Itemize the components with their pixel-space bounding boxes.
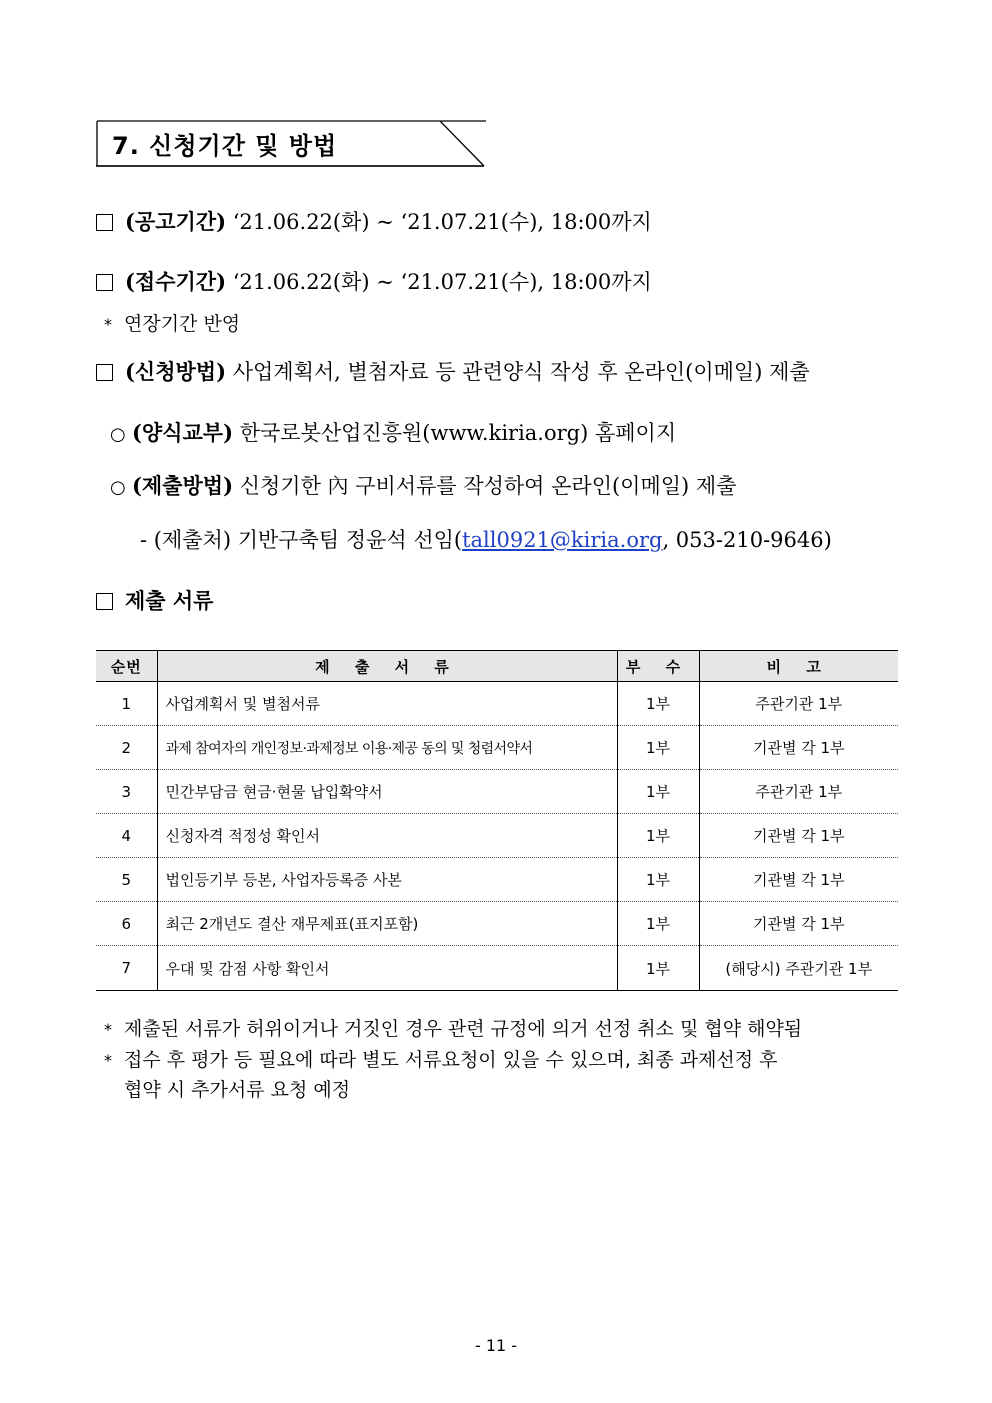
receipt-period-label: (접수기간) xyxy=(125,269,227,294)
contact-prefix: - (제출처) 기반구축팀 정윤석 선임( xyxy=(140,528,463,552)
row-note: 기관별 각 1부 xyxy=(699,814,898,858)
header-note: 비 고 xyxy=(699,651,898,682)
submit-label: (제출방법) xyxy=(132,473,234,498)
docs-title-line xyxy=(96,585,213,615)
docs-note-2 xyxy=(104,1045,778,1072)
row-name: 민간부담금 현금·현물 납입확약서 xyxy=(157,770,617,814)
row-count: 1부 xyxy=(617,902,699,946)
row-name: 사업계획서 및 별첨서류 xyxy=(157,682,617,726)
method-text: 사업계획서, 별첨자료 등 관련양식 작성 후 온라인(이메일) 제출 xyxy=(232,360,810,384)
form-label: (양식교부) xyxy=(132,420,234,445)
row-count: 1부 xyxy=(617,726,699,770)
extension-note-text: 연장기간 반영 xyxy=(124,313,241,335)
row-note: 주관기관 1부 xyxy=(699,682,898,726)
row-note: 기관별 각 1부 xyxy=(699,902,898,946)
receipt-period-line xyxy=(96,266,652,296)
row-name: 법인등기부 등본, 사업자등록증 사본 xyxy=(157,858,617,902)
asterisk-icon: * xyxy=(104,1020,112,1039)
header-name: 제 출 서 류 xyxy=(157,651,617,682)
row-no: 1 xyxy=(96,682,157,726)
row-count: 1부 xyxy=(617,858,699,902)
row-count: 1부 xyxy=(617,814,699,858)
row-note: 기관별 각 1부 xyxy=(699,858,898,902)
docs-note-3-text: 협약 시 추가서류 요청 예정 xyxy=(124,1079,351,1101)
table-row xyxy=(96,770,898,814)
asterisk-icon: * xyxy=(104,315,112,334)
table-header-row xyxy=(96,651,898,682)
row-note: (해당시) 주관기관 1부 xyxy=(699,946,898,991)
row-no: 2 xyxy=(96,726,157,770)
row-no: 3 xyxy=(96,770,157,814)
documents-table xyxy=(96,650,898,991)
row-no: 7 xyxy=(96,946,157,991)
row-no: 6 xyxy=(96,902,157,946)
table-row xyxy=(96,946,898,991)
contact-email-link[interactable]: tall0921@kiria.org xyxy=(462,528,663,552)
form-line xyxy=(110,417,676,447)
submit-line xyxy=(110,470,737,500)
row-note: 기관별 각 1부 xyxy=(699,726,898,770)
section-title: 7. 신청기간 및 방법 xyxy=(112,132,338,160)
extension-note xyxy=(104,309,240,336)
submit-text: 신청기한 內 구비서류를 작성하여 온라인(이메일) 제출 xyxy=(239,474,737,498)
row-no: 5 xyxy=(96,858,157,902)
header-count: 부 수 xyxy=(617,651,699,682)
notice-period-line xyxy=(96,206,652,236)
table-row xyxy=(96,682,898,726)
table-row xyxy=(96,726,898,770)
circle-bullet-icon: ○ xyxy=(110,477,126,498)
contact-line xyxy=(140,524,832,554)
checkbox-square-icon xyxy=(96,214,113,231)
contact-suffix: , 053-210-9646) xyxy=(662,528,832,552)
table-row xyxy=(96,814,898,858)
docs-title: 제출 서류 xyxy=(125,588,214,613)
row-name: 과제 참여자의 개인정보·과제정보 이용·제공 동의 및 청렴서약서 xyxy=(157,726,617,770)
page-number: - 11 - xyxy=(474,1336,518,1355)
checkbox-square-icon xyxy=(96,593,113,610)
row-name: 우대 및 감점 사항 확인서 xyxy=(157,946,617,991)
checkbox-square-icon xyxy=(96,364,113,381)
docs-note-2-text: 접수 후 평가 등 필요에 따라 별도 서류요청이 있을 수 있으며, 최종 과제선정 후 xyxy=(124,1049,778,1071)
docs-note-1-text: 제출된 서류가 허위이거나 거짓인 경우 관련 규정에 의거 선정 취소 및 협약 해약됨 xyxy=(124,1018,803,1040)
row-count: 1부 xyxy=(617,946,699,991)
row-count: 1부 xyxy=(617,770,699,814)
method-line xyxy=(96,356,810,386)
receipt-period-text: ‘21.06.22(화) ~ ‘21.07.21(수), 18:00까지 xyxy=(232,270,652,294)
header-no: 순번 xyxy=(96,651,157,682)
notice-period-text: ‘21.06.22(화) ~ ‘21.07.21(수), 18:00까지 xyxy=(232,210,652,234)
notice-period-label: (공고기간) xyxy=(125,209,227,234)
form-text: 한국로봇산업진흥원(www.kiria.org) 홈페이지 xyxy=(239,421,677,445)
asterisk-icon: * xyxy=(104,1051,112,1070)
method-label: (신청방법) xyxy=(125,359,227,384)
row-count: 1부 xyxy=(617,682,699,726)
docs-note-3 xyxy=(124,1075,350,1102)
checkbox-square-icon xyxy=(96,274,113,291)
table-row xyxy=(96,902,898,946)
row-name: 신청자격 적정성 확인서 xyxy=(157,814,617,858)
row-note: 주관기관 1부 xyxy=(699,770,898,814)
circle-bullet-icon: ○ xyxy=(110,424,126,445)
docs-note-1 xyxy=(104,1014,802,1041)
row-name: 최근 2개년도 결산 재무제표(표지포함) xyxy=(157,902,617,946)
section-title-box xyxy=(96,120,484,166)
row-no: 4 xyxy=(96,814,157,858)
table-row xyxy=(96,858,898,902)
